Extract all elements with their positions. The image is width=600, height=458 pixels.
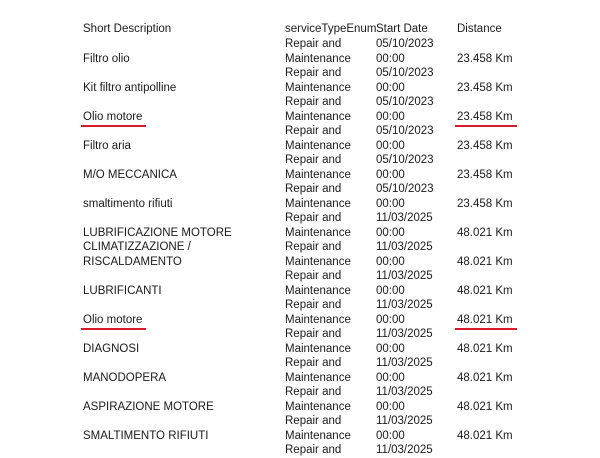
short-description-cell: Filtro aria [83, 139, 131, 152]
start-date-cell: 11/03/2025 [376, 299, 433, 311]
distance-cell: 48.021 Km [457, 342, 513, 355]
service-type-cell: Repair and [285, 328, 342, 340]
short-description-cell: DIAGNOSI [83, 342, 140, 355]
service-type-cell: Maintenance [285, 313, 351, 326]
start-date-cell: 11/03/2025 [376, 357, 433, 369]
short-description-cell: LUBRIFICAZIONE MOTORE [83, 226, 232, 239]
distance-cell: 48.021 Km [457, 313, 513, 326]
service-type-cell: Repair and [285, 444, 342, 456]
start-date-cell: 00:00 [376, 342, 405, 355]
short-description-cell: RISCALDAMENTO [83, 255, 182, 268]
distance-cell: 23.458 Km [457, 197, 513, 210]
start-date-cell: 00:00 [376, 197, 405, 210]
short-description-cell: SMALTIMENTO RIFIUTI [83, 429, 209, 442]
start-date-cell: 00:00 [376, 371, 405, 384]
service-type-cell: Repair and [285, 154, 342, 166]
distance-cell: 48.021 Km [457, 255, 513, 268]
short-description-cell: LUBRIFICANTI [83, 284, 162, 297]
distance-cell: 48.021 Km [457, 371, 513, 384]
service-type-cell: Maintenance [285, 284, 351, 297]
start-date-cell: 05/10/2023 [376, 38, 434, 50]
start-date-cell: 11/03/2025 [376, 241, 433, 253]
service-type-cell: Repair and [285, 415, 342, 427]
service-type-cell: Repair and [285, 357, 342, 369]
distance-cell: 23.458 Km [457, 168, 513, 181]
start-date-cell: 11/03/2025 [376, 212, 433, 224]
service-type-cell: Repair and [285, 38, 342, 50]
short-description-cell: CLIMATIZZAZIONE / [83, 241, 191, 253]
service-type-cell: Maintenance [285, 81, 351, 94]
red-underline-mark [81, 125, 146, 127]
start-date-cell: 00:00 [376, 226, 405, 239]
distance-cell: 23.458 Km [457, 81, 513, 94]
service-type-cell: Maintenance [285, 371, 351, 384]
short-description-cell: Olio motore [83, 313, 143, 326]
red-underline-mark [455, 125, 517, 127]
start-date-cell: 00:00 [376, 139, 405, 152]
distance-cell: 23.458 Km [457, 110, 513, 123]
service-type-cell: Repair and [285, 299, 342, 311]
short-description-cell: Kit filtro antipolline [83, 81, 177, 94]
short-description-cell: ASPIRAZIONE MOTORE [83, 400, 214, 413]
service-type-cell: Maintenance [285, 168, 351, 181]
service-type-cell: Maintenance [285, 52, 351, 65]
start-date-cell: 05/10/2023 [376, 125, 434, 137]
start-date-cell: 00:00 [376, 400, 405, 413]
header-short-description: Short Description [83, 23, 172, 35]
short-description-cell: M/O MECCANICA [83, 168, 177, 181]
service-type-cell: Maintenance [285, 139, 351, 152]
service-type-cell: Maintenance [285, 400, 351, 413]
start-date-cell: 05/10/2023 [376, 183, 434, 195]
start-date-cell: 11/03/2025 [376, 328, 433, 340]
start-date-cell: 05/10/2023 [376, 96, 434, 108]
start-date-cell: 05/10/2023 [376, 154, 434, 166]
short-description-cell: Olio motore [83, 110, 143, 123]
distance-cell: 48.021 Km [457, 284, 513, 297]
service-type-cell: Repair and [285, 183, 342, 195]
start-date-cell: 00:00 [376, 110, 405, 123]
service-type-cell: Maintenance [285, 110, 351, 123]
distance-cell: 48.021 Km [457, 400, 513, 413]
short-description-cell: MANODOPERA [83, 371, 167, 384]
distance-cell: 23.458 Km [457, 139, 513, 152]
start-date-cell: 00:00 [376, 313, 405, 326]
service-type-cell: Repair and [285, 386, 342, 398]
start-date-cell: 11/03/2025 [376, 415, 433, 427]
header-distance: Distance [457, 23, 502, 35]
service-type-cell: Repair and [285, 270, 342, 282]
service-type-cell: Repair and [285, 125, 342, 137]
short-description-cell: smaltimento rifiuti [83, 197, 173, 210]
start-date-cell: 00:00 [376, 52, 405, 65]
short-description-cell: Filtro olio [83, 52, 130, 65]
distance-cell: 23.458 Km [457, 52, 513, 65]
red-underline-mark [455, 328, 517, 330]
red-underline-mark [81, 328, 146, 330]
service-type-cell: Repair and [285, 212, 342, 224]
service-type-cell: Maintenance [285, 255, 351, 268]
header-start-date: Start Date [376, 23, 428, 35]
start-date-cell: 11/03/2025 [376, 444, 433, 456]
start-date-cell: 00:00 [376, 168, 405, 181]
service-type-cell: Repair and [285, 241, 342, 253]
start-date-cell: 11/03/2025 [376, 386, 433, 398]
distance-cell: 48.021 Km [457, 429, 513, 442]
distance-cell: 48.021 Km [457, 226, 513, 239]
start-date-cell: 00:00 [376, 81, 405, 94]
start-date-cell: 11/03/2025 [376, 270, 433, 282]
header-service-type: serviceTypeEnum [285, 23, 377, 35]
start-date-cell: 00:00 [376, 284, 405, 297]
service-type-cell: Maintenance [285, 429, 351, 442]
start-date-cell: 00:00 [376, 255, 405, 268]
service-type-cell: Repair and [285, 96, 342, 108]
start-date-cell: 05/10/2023 [376, 67, 434, 79]
service-type-cell: Repair and [285, 67, 342, 79]
service-type-cell: Maintenance [285, 197, 351, 210]
service-type-cell: Maintenance [285, 342, 351, 355]
start-date-cell: 00:00 [376, 429, 405, 442]
service-type-cell: Maintenance [285, 226, 351, 239]
